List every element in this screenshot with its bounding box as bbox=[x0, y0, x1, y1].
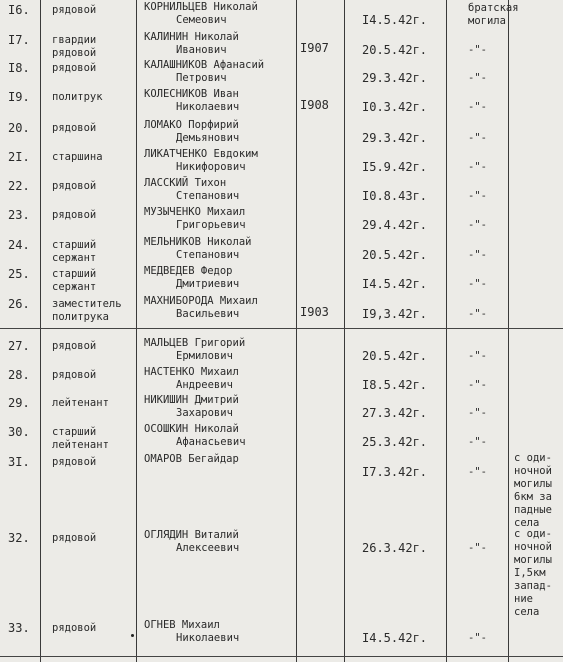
military-rank: рядовой bbox=[52, 369, 97, 381]
burial-note bbox=[514, 528, 562, 619]
burial-place: -"- bbox=[468, 72, 487, 84]
soldier-name: ОГНЕВ Михаил bbox=[144, 619, 220, 631]
burial-note-line: с оди- bbox=[514, 528, 552, 540]
soldier-name: НИКИШИН Дмитрий bbox=[144, 394, 239, 406]
death-date: I0.8.43г. bbox=[362, 189, 428, 203]
soldier-name: КАЛИНИН Николай bbox=[144, 31, 239, 43]
soldier-name: ОГЛЯДИН Виталий bbox=[144, 529, 239, 541]
row-separator bbox=[0, 328, 563, 329]
military-rank: рядовой bbox=[52, 62, 97, 74]
death-date: 26.3.42г. bbox=[362, 541, 428, 555]
military-rank: рядовой bbox=[52, 340, 97, 352]
soldier-name: Никифорович bbox=[176, 161, 246, 173]
burial-place: -"- bbox=[468, 249, 487, 261]
row-number: 23. bbox=[8, 208, 30, 222]
soldier-name: ЛОМАКО Порфирий bbox=[144, 119, 239, 131]
burial-place: -"- bbox=[468, 132, 487, 144]
death-date: I4.5.42г. bbox=[362, 631, 428, 645]
military-rank: старший сержант bbox=[52, 268, 97, 293]
soldier-name: МЕДВЕДЕВ Федор bbox=[144, 265, 233, 277]
burial-note-line: ние bbox=[514, 593, 533, 605]
death-date: I4.5.42г. bbox=[362, 13, 428, 27]
soldier-name: Демьянович bbox=[176, 132, 240, 144]
burial-place: -"- bbox=[468, 350, 487, 362]
soldier-name: МЕЛЬНИКОВ Николай bbox=[144, 236, 252, 248]
burial-note-line: 6км за bbox=[514, 491, 552, 503]
column-divider bbox=[136, 0, 137, 662]
birth-year: I908 bbox=[300, 98, 329, 112]
soldier-name: МАЛЬЦЕВ Григорий bbox=[144, 337, 246, 349]
row-number: I9. bbox=[8, 90, 30, 104]
soldier-name: Николаевич bbox=[176, 101, 240, 113]
burial-place: -"- bbox=[468, 308, 487, 320]
soldier-name: ОСОШКИН Николай bbox=[144, 423, 239, 435]
death-date: I8.5.42г. bbox=[362, 378, 428, 392]
soldier-name: ЛИКАТЧЕНКО Евдоким bbox=[144, 148, 258, 160]
soldier-name: Андреевич bbox=[176, 379, 233, 391]
death-date: 29.3.42г. bbox=[362, 131, 428, 145]
death-date: I4.5.42г. bbox=[362, 277, 428, 291]
row-number: 26. bbox=[8, 297, 30, 311]
military-rank: гвардии рядовой bbox=[52, 34, 97, 59]
row-number: 2I. bbox=[8, 150, 30, 164]
burial-place: -"- bbox=[468, 542, 487, 554]
row-number: I7. bbox=[8, 33, 30, 47]
burial-place: -"- bbox=[468, 466, 487, 478]
military-rank: рядовой bbox=[52, 4, 97, 16]
row-number: 32. bbox=[8, 531, 30, 545]
death-date: 29.4.42г. bbox=[362, 218, 428, 232]
row-number: I6. bbox=[8, 3, 30, 17]
row-number: 3I. bbox=[8, 455, 30, 469]
burial-note-line: могилы bbox=[514, 478, 552, 490]
soldier-name: КАЛАШНИКОВ Афанасий bbox=[144, 59, 265, 71]
burial-note-line: запад- bbox=[514, 580, 552, 592]
row-number: 25. bbox=[8, 267, 30, 281]
soldier-name: Григорьевич bbox=[176, 219, 246, 231]
death-date: 20.5.42г. bbox=[362, 248, 428, 262]
burial-place: -"- bbox=[468, 44, 487, 56]
soldier-name: МУЗЫЧЕНКО Михаил bbox=[144, 206, 246, 218]
soldier-name: Иванович bbox=[176, 44, 227, 56]
military-rank: старшина bbox=[52, 151, 103, 163]
death-date: 25.3.42г. bbox=[362, 435, 428, 449]
soldier-name: Николаевич bbox=[176, 632, 240, 644]
burial-note bbox=[514, 452, 562, 530]
burial-note-line: села bbox=[514, 606, 540, 618]
bottom-border bbox=[0, 656, 563, 657]
row-number: 28. bbox=[8, 368, 30, 382]
birth-year: I907 bbox=[300, 41, 329, 55]
burial-note-line: с оди- bbox=[514, 452, 552, 464]
burial-place: -"- bbox=[468, 161, 487, 173]
soldier-name: Васильевич bbox=[176, 308, 240, 320]
column-divider bbox=[344, 0, 345, 662]
death-date: 29.3.42г. bbox=[362, 71, 428, 85]
burial-place: -"- bbox=[468, 190, 487, 202]
row-number: 30. bbox=[8, 425, 30, 439]
burial-place: -"- bbox=[468, 436, 487, 448]
death-date: 27.3.42г. bbox=[362, 406, 428, 420]
soldier-name: Дмитриевич bbox=[176, 278, 240, 290]
row-number: I8. bbox=[8, 61, 30, 75]
soldier-name: Афанасьевич bbox=[176, 436, 246, 448]
burial-place: -"- bbox=[468, 219, 487, 231]
soldier-name: Алексеевич bbox=[176, 542, 240, 554]
soldier-name: ОМАРОВ Бегайдар bbox=[144, 453, 239, 465]
column-divider bbox=[296, 0, 297, 662]
row-number: 20. bbox=[8, 121, 30, 135]
military-rank: политрук bbox=[52, 91, 103, 103]
burial-place: -"- bbox=[468, 407, 487, 419]
death-date: I5.9.42г. bbox=[362, 160, 428, 174]
soldier-name: Степанович bbox=[176, 249, 240, 261]
soldier-name: КОРНИЛЬЦЕВ Николай bbox=[144, 1, 258, 13]
burial-note-line: села bbox=[514, 517, 540, 529]
soldier-name: КОЛЕСНИКОВ Иван bbox=[144, 88, 239, 100]
military-rank: старший лейтенант bbox=[52, 426, 109, 451]
soldier-name: МАХНИБОРОДА Михаил bbox=[144, 295, 258, 307]
death-date: 20.5.42г. bbox=[362, 349, 428, 363]
burial-place: -"- bbox=[468, 632, 487, 644]
military-rank: рядовой bbox=[52, 209, 97, 221]
soldier-name: Ермилович bbox=[176, 350, 233, 362]
burial-place: -"- bbox=[468, 278, 487, 290]
soldier-name: Степанович bbox=[176, 190, 240, 202]
burial-note-line: I,5км bbox=[514, 567, 546, 579]
soldier-name: ЛАССКИЙ Тихон bbox=[144, 177, 227, 189]
birth-year: I903 bbox=[300, 305, 329, 319]
burial-note-line: ночной bbox=[514, 541, 552, 553]
row-number: 33. bbox=[8, 621, 30, 635]
military-rank: лейтенант bbox=[52, 397, 109, 409]
row-number: 22. bbox=[8, 179, 30, 193]
column-divider bbox=[446, 0, 447, 662]
military-rank: рядовой bbox=[52, 456, 97, 468]
burial-note-line: ночной bbox=[514, 465, 552, 477]
burial-place: братская могила bbox=[468, 2, 519, 27]
burial-place: -"- bbox=[468, 101, 487, 113]
soldier-name: Захарович bbox=[176, 407, 233, 419]
death-date: I9,3.42г. bbox=[362, 307, 428, 321]
burial-note-line: могилы bbox=[514, 554, 552, 566]
column-divider bbox=[40, 0, 41, 662]
military-rank: рядовой bbox=[52, 180, 97, 192]
burial-place: -"- bbox=[468, 379, 487, 391]
row-number: 24. bbox=[8, 238, 30, 252]
military-rank: рядовой bbox=[52, 622, 97, 634]
death-date: 20.5.42г. bbox=[362, 43, 428, 57]
ink-dot bbox=[131, 634, 134, 637]
military-rank: рядовой bbox=[52, 532, 97, 544]
soldier-name: НАСТЕНКО Михаил bbox=[144, 366, 239, 378]
column-divider bbox=[508, 0, 509, 662]
death-date: I7.3.42г. bbox=[362, 465, 428, 479]
death-date: I0.3.42г. bbox=[362, 100, 428, 114]
soldier-name: Семеович bbox=[176, 14, 227, 26]
row-number: 27. bbox=[8, 339, 30, 353]
military-rank: старший сержант bbox=[52, 239, 97, 264]
row-number: 29. bbox=[8, 396, 30, 410]
burial-note-line: падные bbox=[514, 504, 552, 516]
soldier-name: Петрович bbox=[176, 72, 227, 84]
military-rank: заместитель политрука bbox=[52, 298, 122, 323]
military-rank: рядовой bbox=[52, 122, 97, 134]
